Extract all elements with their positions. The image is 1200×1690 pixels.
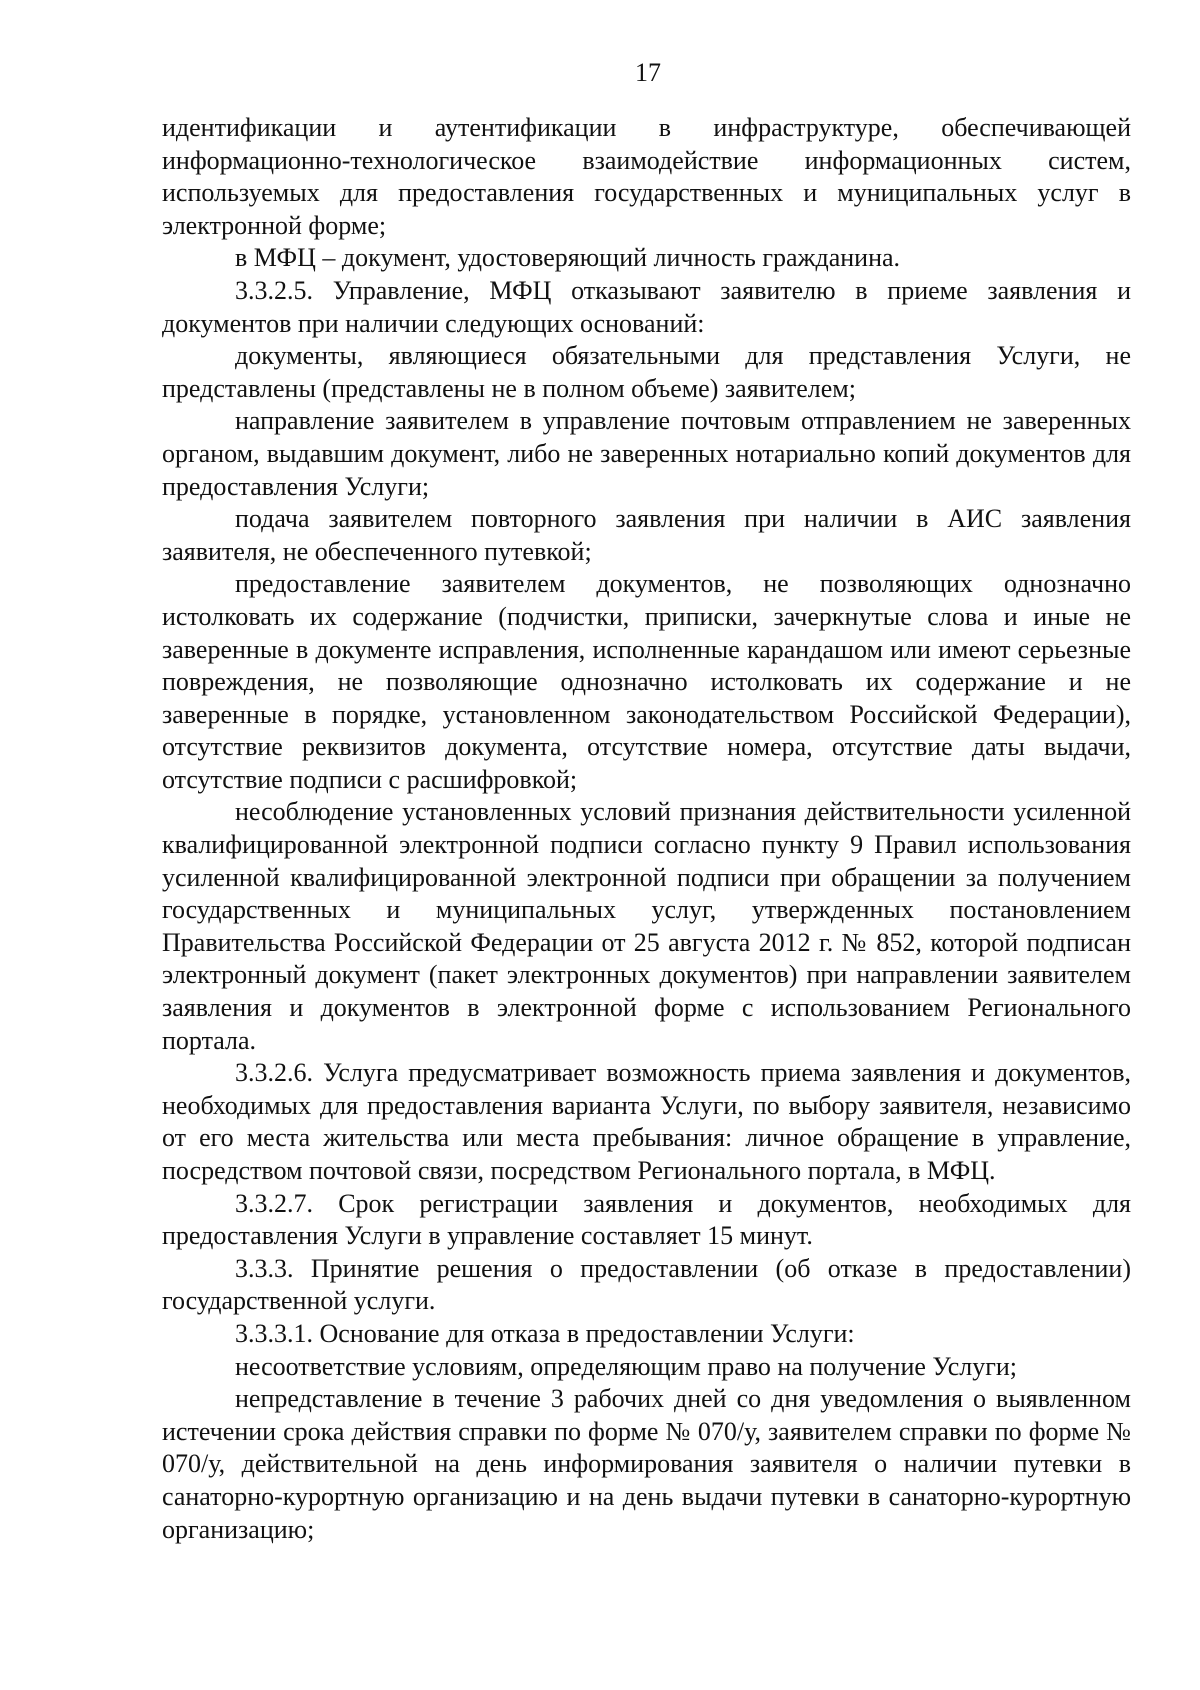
paragraph: 3.3.3. Принятие решения о предоставлении (об отказе в предоставлении) государственной услуги. xyxy=(162,1253,1131,1316)
paragraph: 3.3.2.5. Управление, МФЦ отказывают заявителю в приеме заявления и документов при наличии следующих оснований: xyxy=(162,275,1131,338)
paragraph: непредставление в течение 3 рабочих дней со дня уведомления о выявленном истечении срока действия справки по форме № 070/у, заявителем справки по форме № 070/у, действительной на день информирования заявителя о наличии путевки в санаторно-курортную организацию и на день выдачи путевки в санаторно-курортную организацию; xyxy=(162,1384,1131,1544)
paragraph: 3.3.3.1. Основание для отказа в предоставлении Услуги: xyxy=(235,1318,855,1348)
document-body xyxy=(162,112,1131,1546)
paragraph: предоставление заявителем документов, не позволяющих однозначно истолковать их содержание (подчистки, приписки, зачеркнутые слова и иные не заверенные в документе исправления, исполненные карандашом или имеют серьезные повреждения, не позволяющие однозначно истолковать их содержание и не заверенные в порядке, установленном законодательством Российской Федерации), отсутствие реквизитов документа, отсутствие номера, отсутствие даты выдачи, отсутствие подписи с расшифровкой; xyxy=(162,569,1131,794)
paragraph: документы, являющиеся обязательными для представления Услуги, не представлены (представлены не в полном объеме) заявителем; xyxy=(162,341,1131,403)
paragraph: направление заявителем в управление почтовым отправлением не заверенных органом, выдавшим документ, либо не заверенных нотариально копий документов для предоставления Услуги; xyxy=(162,406,1131,501)
paragraph-continuation: идентификации и аутентификации в инфраструктуре, обеспечивающей информационно-технологическое взаимодействие информационных систем, используемых для предоставления государственных и муниципальных услуг в электронной форме; xyxy=(162,113,1131,240)
page-number: 17 xyxy=(635,58,661,87)
paragraph: 3.3.2.6. Услуга предусматривает возможность приема заявления и документов, необходимых для предоставления варианта Услуги, по выбору заявителя, независимо от его места жительства или места пребывания: личное обращение в управление, посредством почтовой связи, посредством Регионального портала, в МФЦ. xyxy=(162,1058,1131,1185)
paragraph: 3.3.2.7. Срок регистрации заявления и документов, необходимых для предоставления Услуги в управление составляет 15 минут. xyxy=(162,1188,1131,1251)
paragraph: несоответствие условиям, определяющим право на получение Услуги; xyxy=(235,1351,1018,1381)
paragraph: подача заявителем повторного заявления при наличии в АИС заявления заявителя, не обеспеченного путевкой; xyxy=(162,504,1131,566)
paragraph: несоблюдение установленных условий признания действительности усиленной квалифицированной электронной подписи согласно пункту 9 Правил использования усиленной квалифицированной электронной подписи при обращении за получением государственных и муниципальных услуг, утвержденных постановлением Правительства Российской Федерации от 25 августа 2012 г. № 852, которой подписан электронный документ (пакет электронных документов) при направлении заявителем заявления и документов в электронной форме с использованием Регионального портала. xyxy=(162,797,1131,1055)
paragraph: в МФЦ – документ, удостоверяющий личность гражданина. xyxy=(235,243,901,273)
